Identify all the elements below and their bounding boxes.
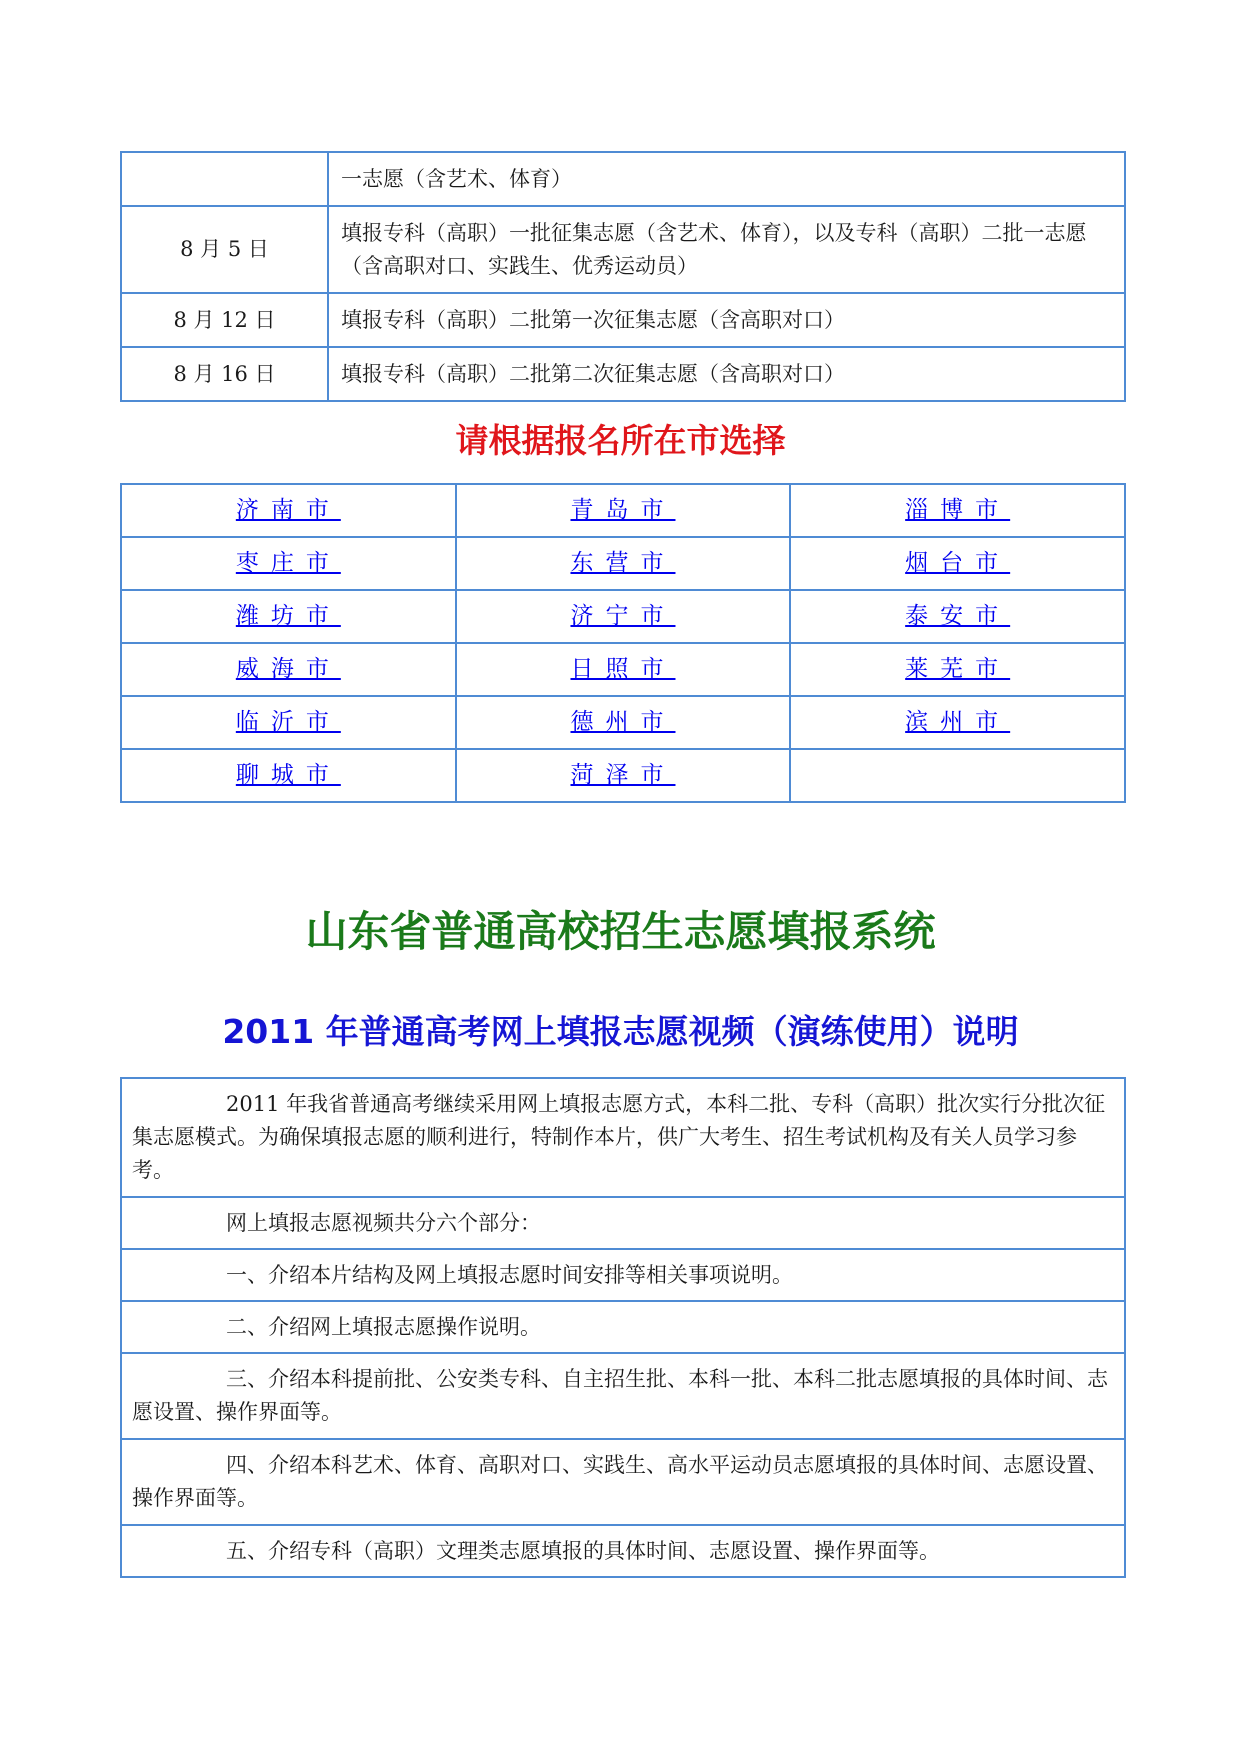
city-link-zibo[interactable]: 淄博市 (905, 497, 1011, 523)
schedule-description: 填报专科（高职）二批第一次征集志愿（含高职对口） (328, 293, 1125, 347)
city-link-heze[interactable]: 菏泽市 (570, 762, 676, 788)
system-title: 山东省普通高校招生志愿填报系统 (305, 907, 936, 956)
city-row (121, 590, 1125, 643)
intro-row (121, 1353, 1125, 1439)
intro-paragraph: 网上填报志愿视频共分六个部分： (226, 1210, 541, 1235)
city-link-laiwu[interactable]: 莱芜市 (905, 656, 1011, 682)
city-link-zaozhuang[interactable]: 枣庄市 (235, 550, 341, 576)
city-link-qingdao[interactable]: 青岛市 (570, 497, 676, 523)
city-link-dongying[interactable]: 东营市 (570, 550, 676, 576)
city-cell (790, 696, 1125, 749)
city-cell (456, 590, 791, 643)
schedule-table (120, 151, 1126, 402)
intro-paragraph: 2011 年我省普通高考继续采用网上填报志愿方式，本科二批、专科（高职）批次实行分批次征集志愿模式。为确保填报志愿的顺利进行，特制作本片，供广大考生、招生考试机构及有关人员学习参考。 (132, 1092, 1106, 1182)
video-section-title: 2011 年普通高考网上填报志愿视频（演练使用）说明 (222, 1012, 1019, 1051)
intro-paragraph: 二、介绍网上填报志愿操作说明。 (226, 1314, 541, 1339)
city-cell (121, 643, 456, 696)
intro-row (121, 1197, 1125, 1249)
city-cell (456, 696, 791, 749)
intro-paragraph-cell (121, 1197, 1125, 1249)
intro-paragraph: 一、介绍本片结构及网上填报志愿时间安排等相关事项说明。 (226, 1262, 793, 1287)
city-cell (121, 537, 456, 590)
intro-paragraph-cell (121, 1301, 1125, 1353)
city-cell (121, 484, 456, 537)
city-cell (121, 749, 456, 802)
city-row (121, 484, 1125, 537)
city-link-jinan[interactable]: 济南市 (235, 497, 341, 523)
schedule-row (121, 347, 1125, 401)
city-cell (121, 696, 456, 749)
city-cell-empty (790, 749, 1125, 802)
intro-row (121, 1525, 1125, 1577)
intro-paragraph: 三、介绍本科提前批、公安类专科、自主招生批、本科一批、本科二批志愿填报的具体时间、志愿设置、操作界面等。 (132, 1367, 1108, 1424)
city-table (120, 483, 1126, 803)
city-link-binzhou[interactable]: 滨州市 (905, 709, 1011, 735)
city-cell (121, 590, 456, 643)
intro-paragraph-cell (121, 1353, 1125, 1439)
city-cell (456, 537, 791, 590)
city-cell (456, 643, 791, 696)
schedule-date: 8 月 5 日 (121, 206, 328, 293)
city-link-jining[interactable]: 济宁市 (570, 603, 676, 629)
intro-paragraph: 五、介绍专科（高职）文理类志愿填报的具体时间、志愿设置、操作界面等。 (226, 1538, 940, 1563)
intro-row (121, 1078, 1125, 1197)
city-link-rizhao[interactable]: 日照市 (570, 656, 676, 682)
city-cell (790, 537, 1125, 590)
schedule-date (121, 152, 328, 206)
city-link-weihai[interactable]: 威海市 (235, 656, 341, 682)
intro-paragraph-cell (121, 1078, 1125, 1197)
city-row (121, 537, 1125, 590)
city-cell (456, 749, 791, 802)
intro-paragraph-cell (121, 1525, 1125, 1577)
city-link-dezhou[interactable]: 德州市 (570, 709, 676, 735)
schedule-date: 8 月 12 日 (121, 293, 328, 347)
schedule-description: 填报专科（高职）一批征集志愿（含艺术、体育），以及专科（高职）二批一志愿（含高职对口、实践生、优秀运动员） (328, 206, 1125, 293)
intro-paragraph-cell (121, 1439, 1125, 1525)
city-link-weifang[interactable]: 潍坊市 (235, 603, 341, 629)
schedule-date: 8 月 16 日 (121, 347, 328, 401)
intro-row (121, 1301, 1125, 1353)
schedule-row (121, 152, 1125, 206)
city-row (121, 643, 1125, 696)
city-row (121, 749, 1125, 802)
city-cell (790, 643, 1125, 696)
intro-row (121, 1439, 1125, 1525)
city-select-heading: 请根据报名所在市选择 (455, 421, 786, 460)
schedule-description: 一志愿（含艺术、体育） (328, 152, 1125, 206)
city-cell (456, 484, 791, 537)
city-link-linyi[interactable]: 临沂市 (235, 709, 341, 735)
city-link-liaocheng[interactable]: 聊城市 (235, 762, 341, 788)
city-cell (790, 590, 1125, 643)
schedule-row (121, 206, 1125, 293)
intro-paragraph-cell (121, 1249, 1125, 1301)
city-cell (790, 484, 1125, 537)
schedule-description: 填报专科（高职）二批第二次征集志愿（含高职对口） (328, 347, 1125, 401)
city-row (121, 696, 1125, 749)
schedule-row (121, 293, 1125, 347)
intro-row (121, 1249, 1125, 1301)
city-link-yantai[interactable]: 烟台市 (905, 550, 1011, 576)
intro-paragraph: 四、介绍本科艺术、体育、高职对口、实践生、高水平运动员志愿填报的具体时间、志愿设置、操作界面等。 (132, 1453, 1108, 1510)
intro-table (120, 1077, 1126, 1578)
city-link-taian[interactable]: 泰安市 (905, 603, 1011, 629)
